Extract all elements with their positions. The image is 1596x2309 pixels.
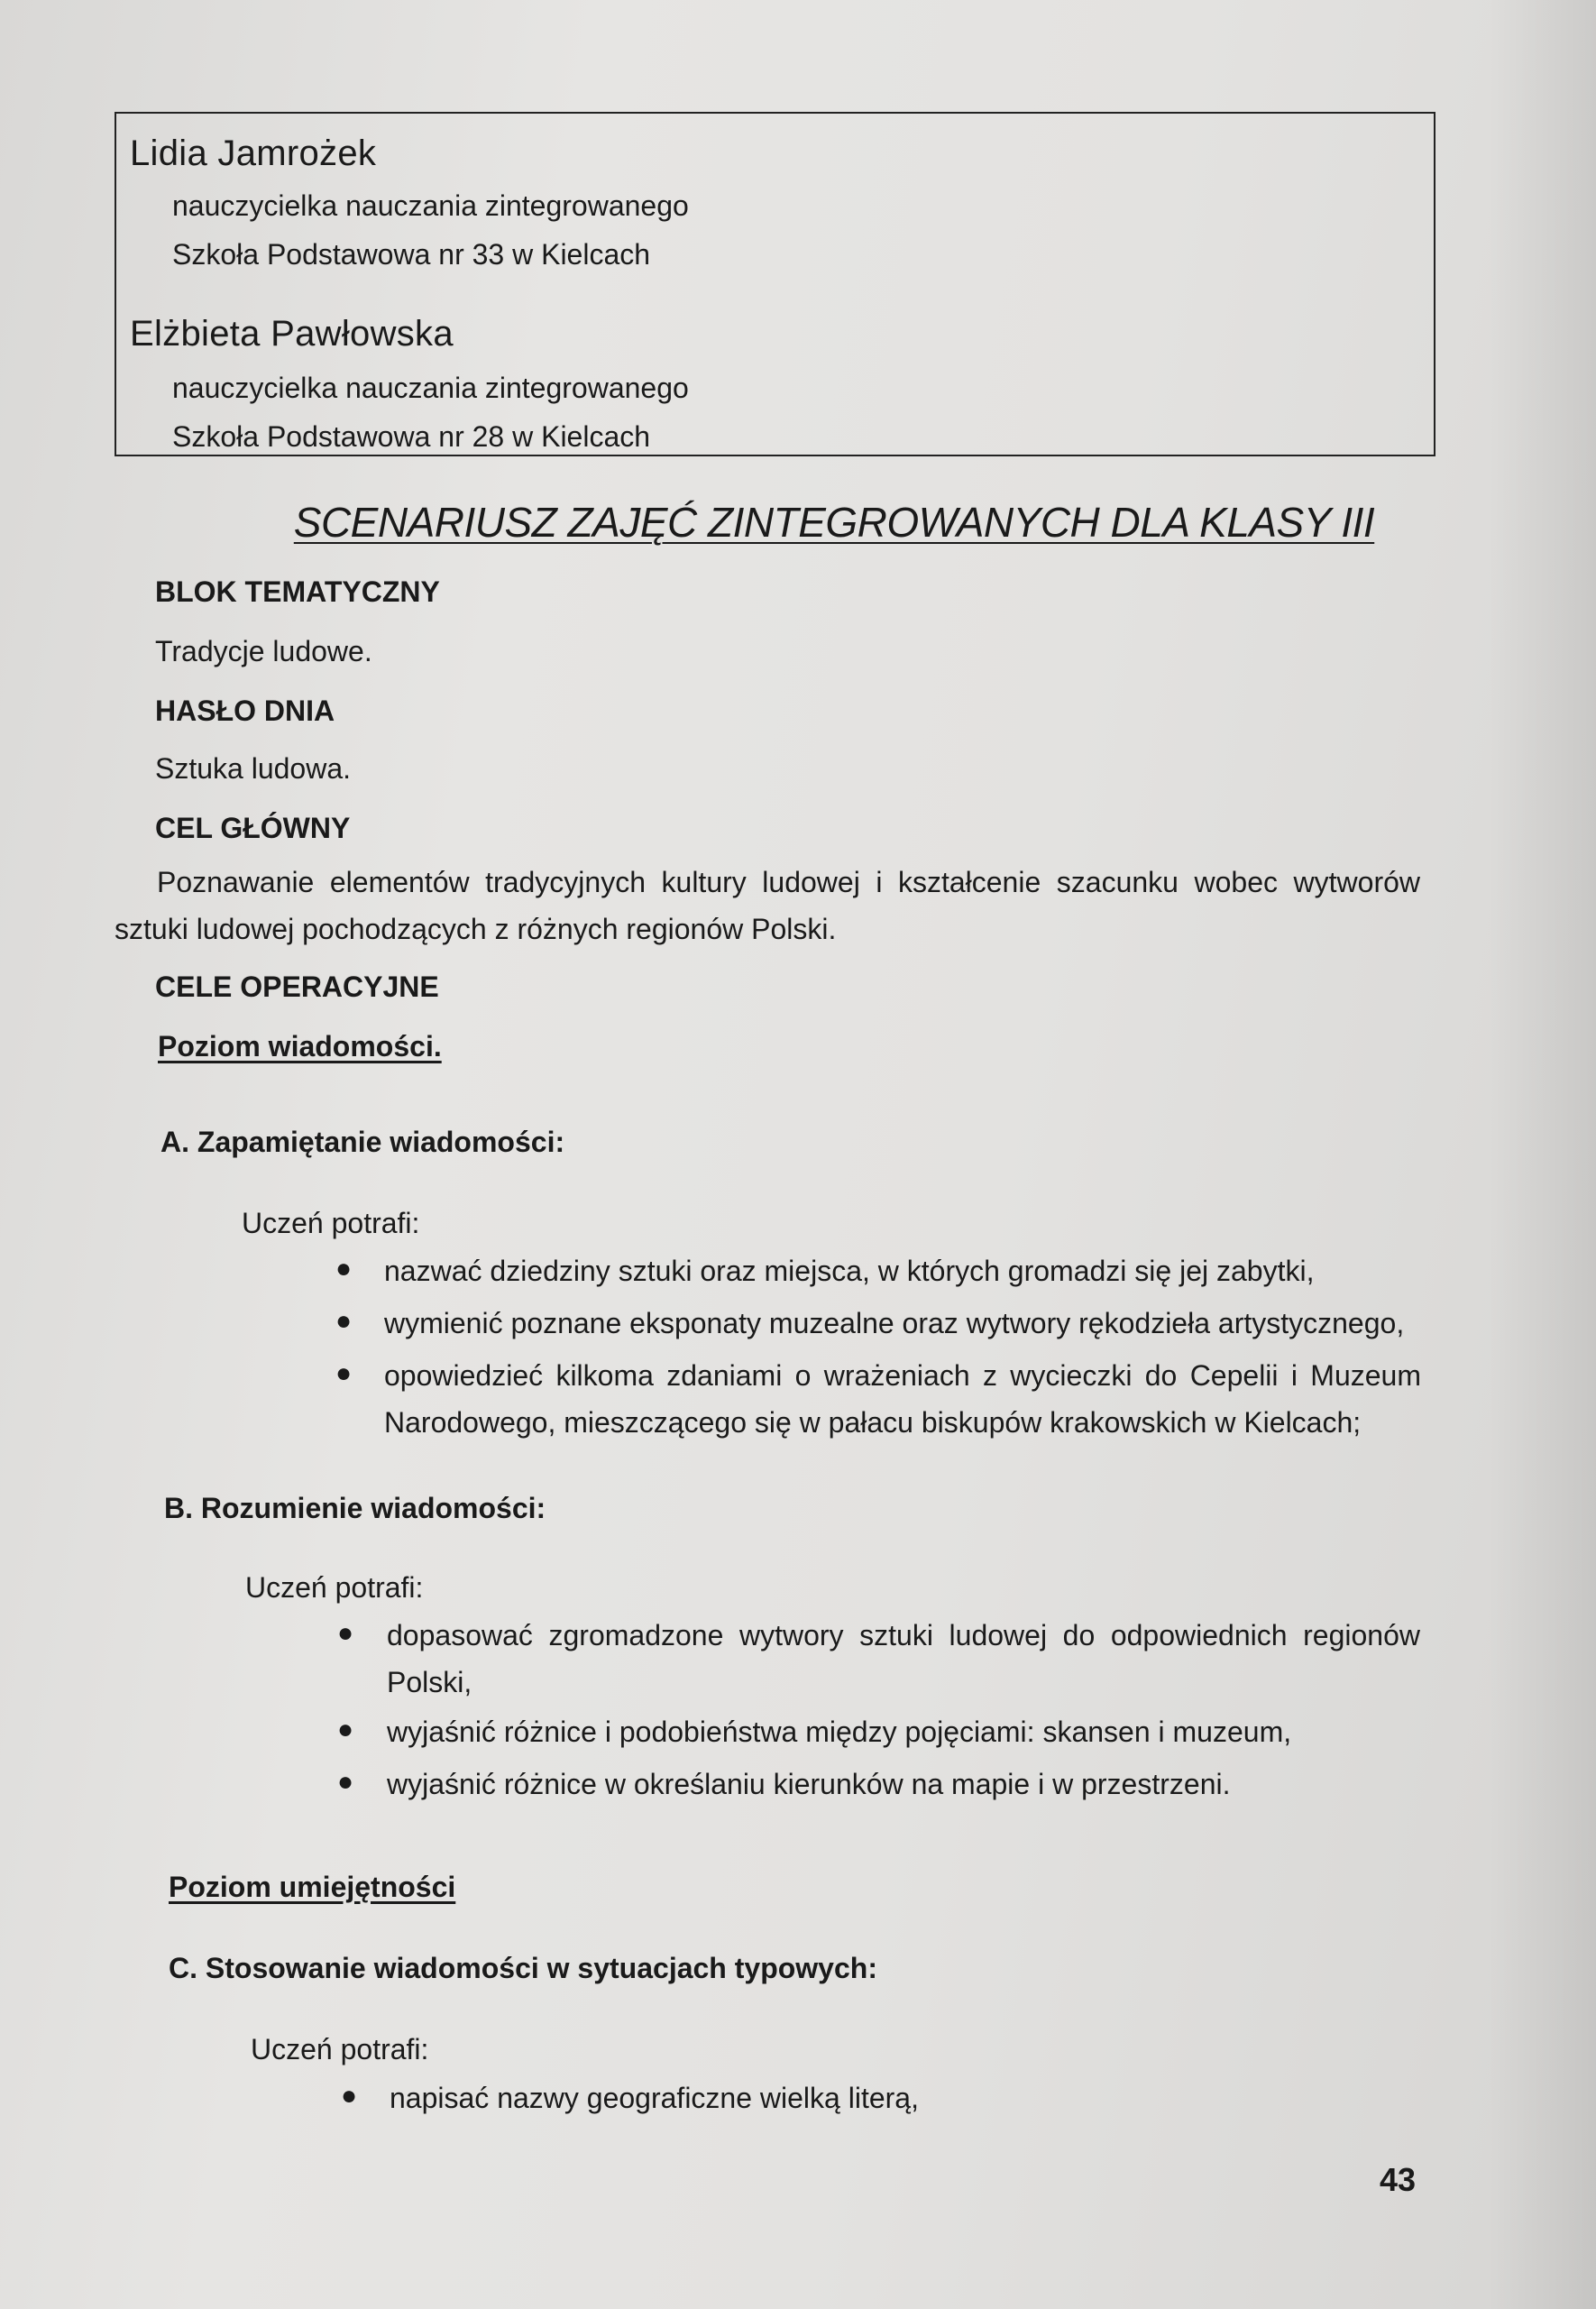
cel-heading: CEL GŁÓWNY (155, 812, 351, 844)
poziom-umiejetnosci-heading: Poziom umiejętności (169, 1871, 456, 1903)
blok-text: Tradycje ludowe. (155, 635, 372, 667)
section-a-heading: A. Zapamiętanie wiadomości: (161, 1126, 565, 1158)
section-c-heading: C. Stosowanie wiadomości w sytuacjach typowych: (169, 1952, 877, 1984)
list-item: opowiedzieć kilkoma zdaniami o wrażeniach z wycieczki do Cepelii i Muzeum Narodowego, mieszczącego się w pałacu biskupów krakowskich w Kielcach; (384, 1359, 1421, 1439)
author-school: Szkoła Podstawowa nr 33 w Kielcach (172, 238, 651, 271)
section-b-heading: B. Rozumienie wiadomości: (164, 1492, 546, 1524)
list-item: nazwać dziedziny sztuki oraz miejsca, w których gromadzi się jej zabytki, (384, 1255, 1315, 1287)
bullet-icon: ● (335, 1358, 353, 1388)
list-item: napisać nazwy geograficzne wielką literą, (390, 2082, 919, 2114)
author-role: nauczycielka nauczania zintegrowanego (172, 189, 689, 222)
haslo-heading: HASŁO DNIA (155, 695, 335, 727)
haslo-text: Sztuka ludowa. (155, 752, 352, 785)
scenario-title: SCENARIUSZ ZAJĘĆ ZINTEGROWANYCH DLA KLASY III (293, 499, 1375, 546)
blok-heading: BLOK TEMATYCZNY (155, 575, 440, 608)
cele-operacyjne-heading: CELE OPERACYJNE (155, 971, 439, 1003)
page-edge-shadow (1488, 0, 1596, 2309)
bullet-icon: ● (341, 2081, 358, 2111)
author-role: nauczycielka nauczania zintegrowanego (172, 372, 689, 404)
list-item: dopasować zgromadzone wytwory sztuki ludowej do odpowiednich regionów Polski, (387, 1619, 1420, 1698)
authors-box (115, 112, 1435, 456)
list-item: wyjaśnić różnice w określaniu kierunków na mapie i w przestrzeni. (387, 1768, 1231, 1800)
author-school: Szkoła Podstawowa nr 28 w Kielcach (172, 420, 651, 453)
section-a-intro: Uczeń potrafi: (242, 1207, 420, 1239)
section-c-intro: Uczeń potrafi: (251, 2033, 429, 2065)
author-name: Lidia Jamrożek (130, 133, 377, 173)
page-number: 43 (1380, 2161, 1417, 2198)
bullet-icon: ● (337, 1715, 354, 1744)
bullet-icon: ● (337, 1618, 354, 1648)
bullet-icon: ● (335, 1254, 353, 1283)
list-item: wyjaśnić różnice i podobieństwa między pojęciami: skansen i muzeum, (387, 1716, 1292, 1748)
poziom-wiadomosci-heading: Poziom wiadomości. (158, 1030, 442, 1063)
bullet-icon: ● (337, 1767, 354, 1797)
bullet-icon: ● (335, 1306, 353, 1336)
cel-paragraph: Poznawanie elementów tradycyjnych kultury ludowej i kształcenie szacunku wobec wytworów sztuki ludowej pochodzących z różnych regionów Polski. (115, 866, 1420, 945)
section-b-intro: Uczeń potrafi: (245, 1571, 424, 1604)
list-item: wymienić poznane eksponaty muzealne oraz wytwory rękodzieła artystycznego, (384, 1307, 1405, 1339)
author-name: Elżbieta Pawłowska (130, 314, 454, 354)
cel-text (115, 859, 1420, 952)
